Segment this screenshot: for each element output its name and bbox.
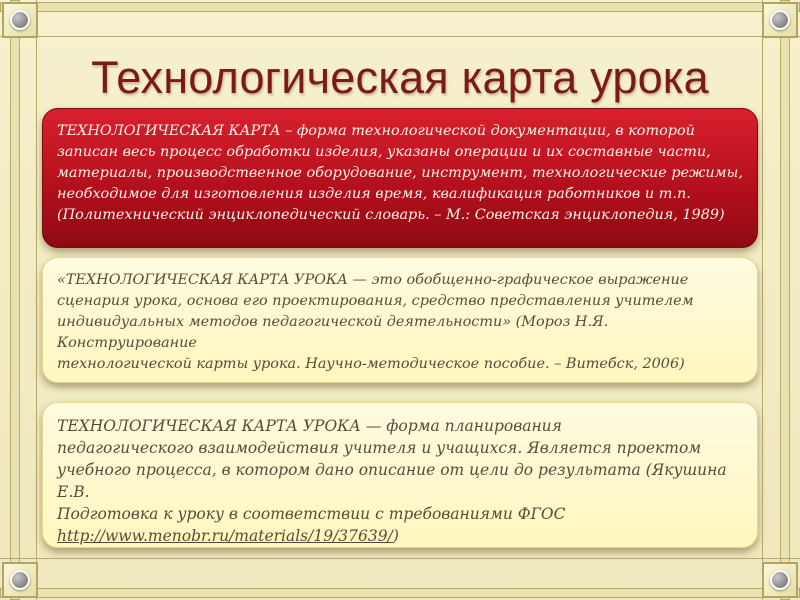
corner-top-right xyxy=(762,2,798,38)
card-line-link xyxy=(57,525,743,547)
frame-line-top xyxy=(0,36,800,37)
circle-knob-icon xyxy=(10,10,30,30)
card-line: ТЕХНОЛОГИЧЕСКАЯ КАРТА УРОКА — форма планирования xyxy=(57,417,562,435)
corner-bottom-left xyxy=(2,562,38,598)
card-line: учебного процесса, в котором дано описание от цели до результата (Якушина Е.В. xyxy=(57,461,727,501)
definition-card-moroz xyxy=(42,257,758,383)
card-line: педагогического взаимодействия учителя и учащихся. Является проектом xyxy=(57,439,702,457)
definition-card-encyclopedia xyxy=(42,108,758,248)
corner-top-left xyxy=(2,2,38,38)
page-title: Технологическая карта урока xyxy=(91,52,709,103)
card-line: технологической карты урока. Научно-методическое пособие. – Витебск, 2006) xyxy=(57,356,685,372)
frame-rail-top xyxy=(0,2,800,12)
card-line: необходимое для изготовления изделия время, квалификация работников и т.п. xyxy=(57,186,691,202)
card-line: (Политехнический энциклопедический словарь. – М.: Советская энциклопедия, 1989) xyxy=(57,207,725,223)
card-line: Подготовка к уроку в соответствии с требованиями ФГОС xyxy=(57,505,566,523)
definition-card-yakushina xyxy=(42,402,758,548)
frame-rail-bottom xyxy=(0,588,800,598)
card-line: материалы, производственное оборудование, инструмент, технологические режимы, xyxy=(57,165,743,181)
card-line: записан весь процесс обработки изделия, указаны операции и их составные части, xyxy=(57,144,711,160)
circle-knob-icon xyxy=(770,10,790,30)
card-line: «ТЕХНОЛОГИЧЕСКАЯ КАРТА УРОКА — это обобщенно-графическое выражение xyxy=(57,272,689,288)
frame-line-bottom xyxy=(0,558,800,559)
circle-knob-icon xyxy=(10,570,30,590)
circle-knob-icon xyxy=(770,570,790,590)
card-line: индивидуальных методов педагогической деятельности» (Мороз Н.Я. Конструирование xyxy=(57,314,609,351)
corner-bottom-right xyxy=(762,562,798,598)
source-link[interactable]: http://www.menobr.ru/materials/19/37639/ xyxy=(57,527,393,545)
closing-paren: ) xyxy=(392,527,399,545)
card-line: сценария урока, основа его проектирования, средство представления учителем xyxy=(57,293,694,309)
card-line: ТЕХНОЛОГИЧЕСКАЯ КАРТА – форма технологической документации, в которой xyxy=(57,123,695,139)
